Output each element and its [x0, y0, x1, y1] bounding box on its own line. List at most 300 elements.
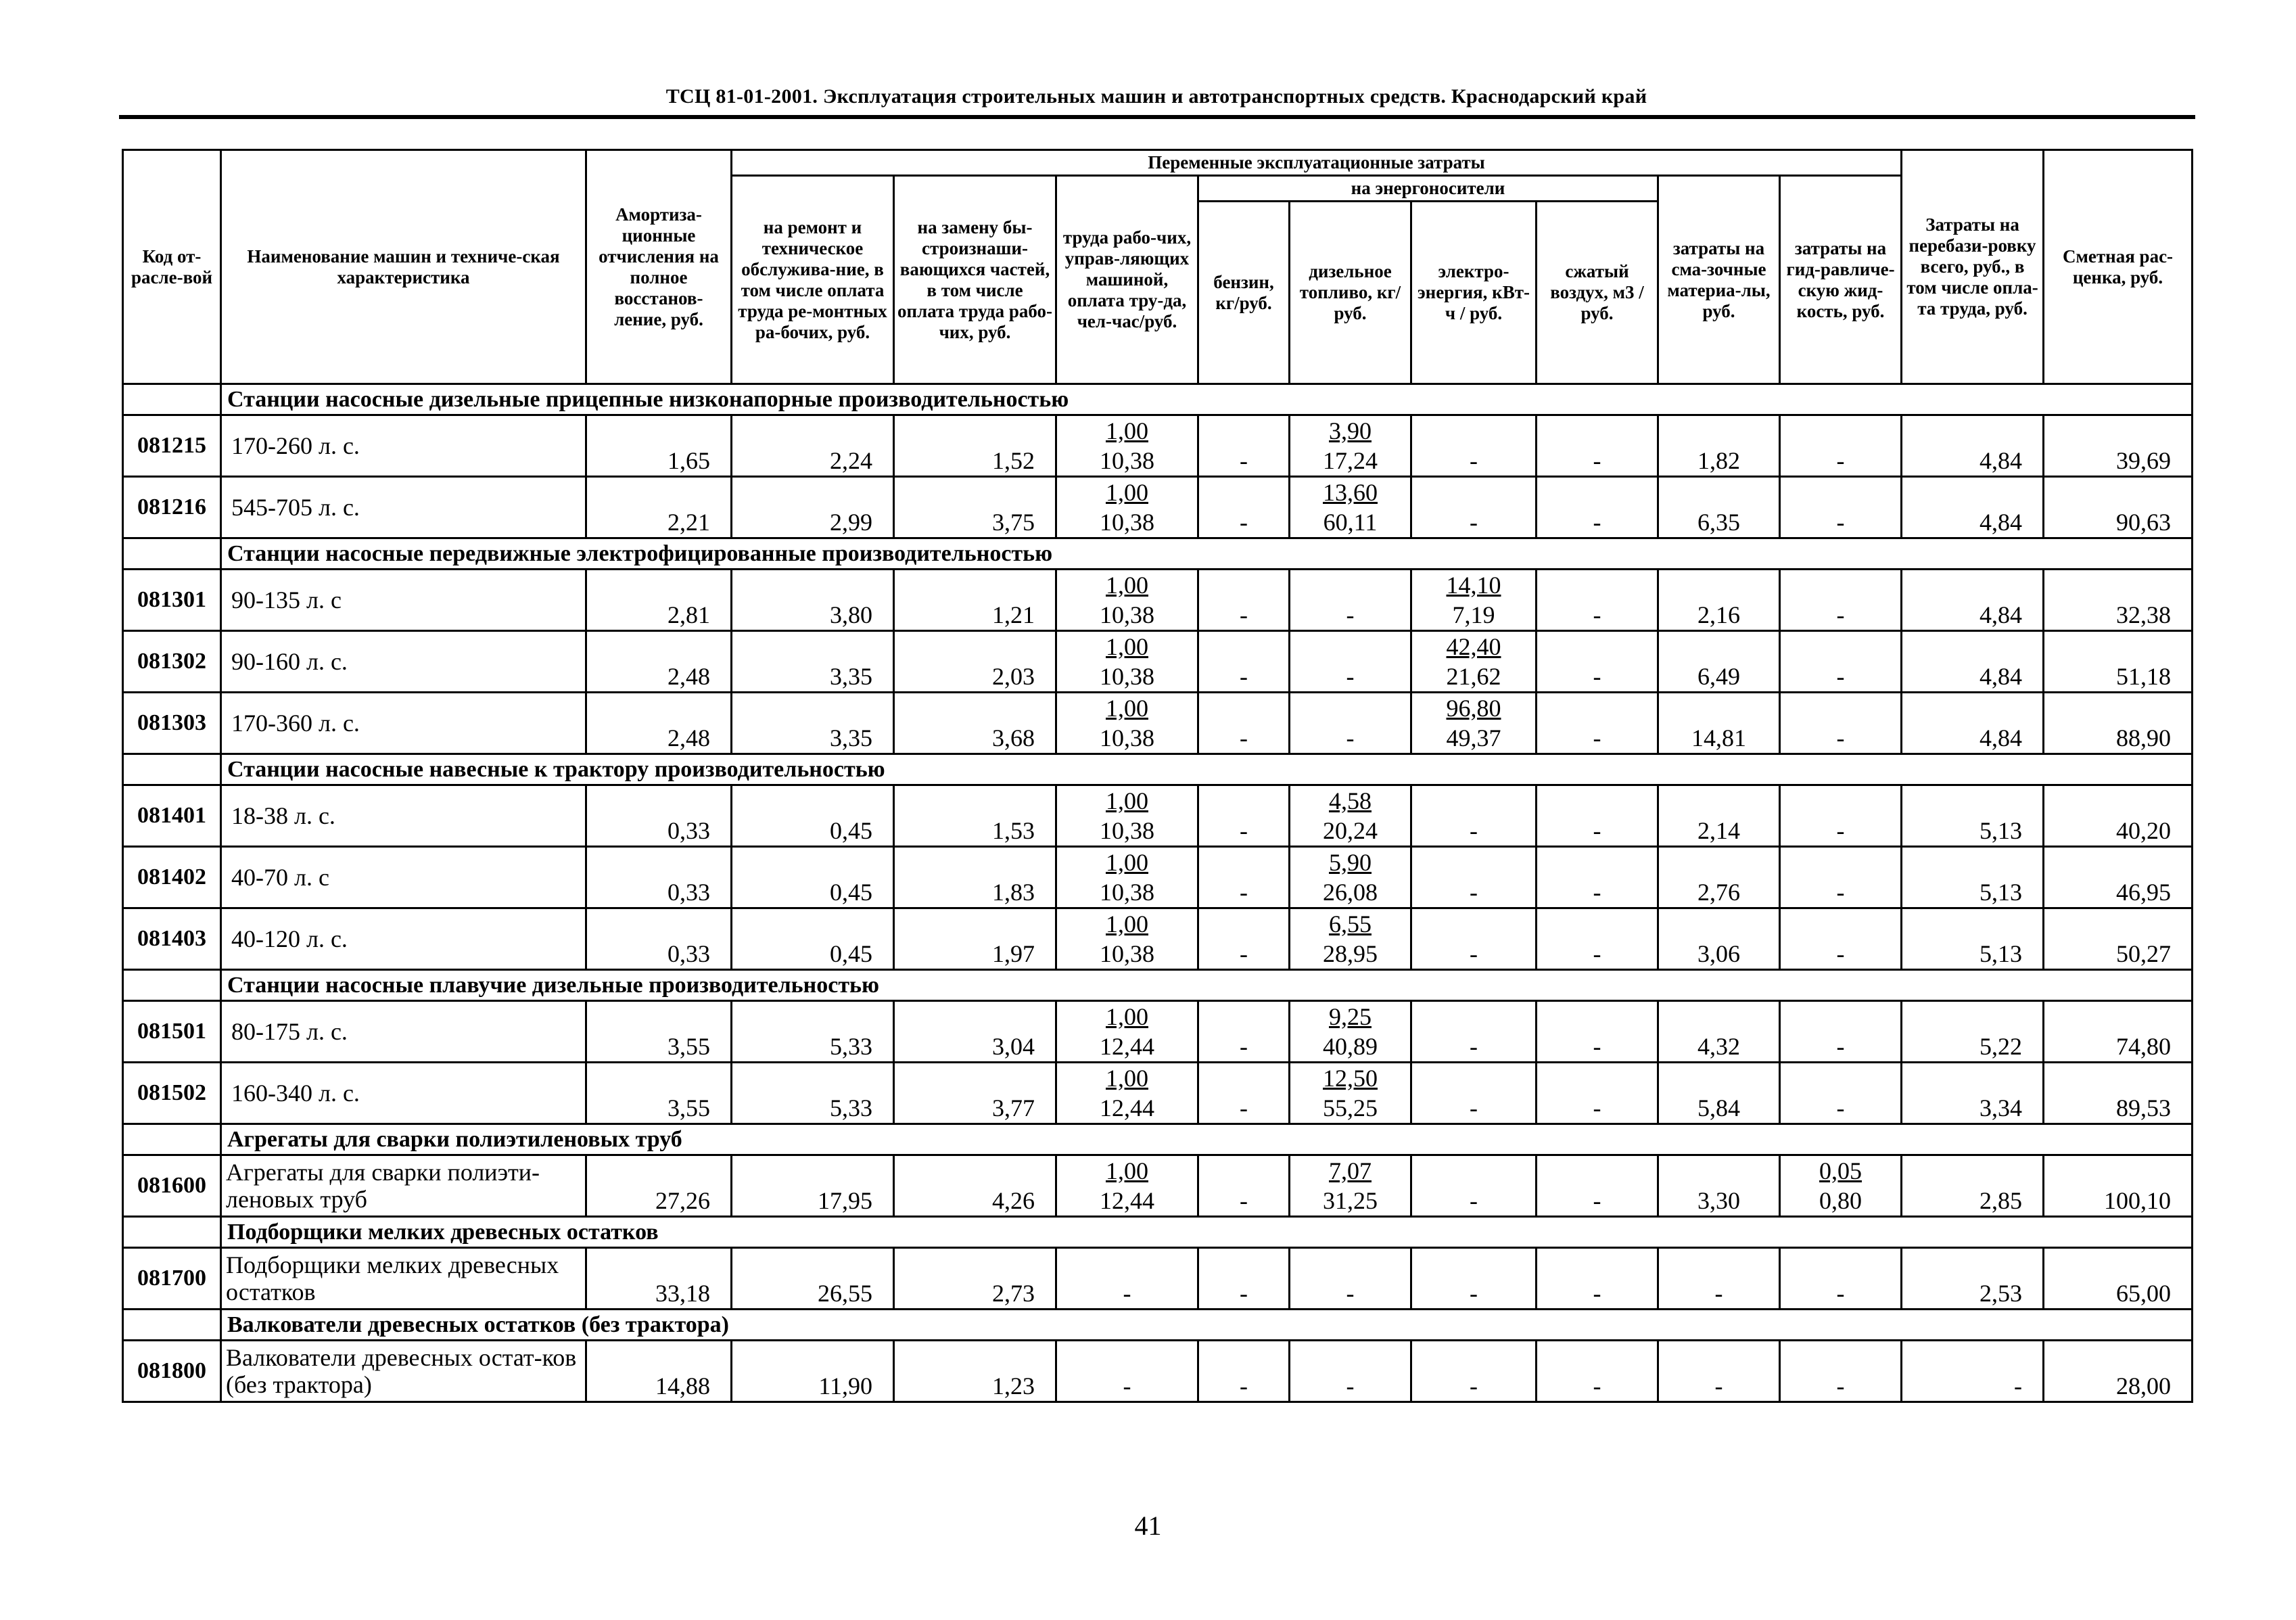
cell-amort: 2,48 — [586, 631, 732, 693]
cell-labor-bottom: 10,38 — [1100, 509, 1154, 536]
row-name: 160-340 л. с. — [221, 1063, 586, 1124]
section-code-cell — [123, 970, 221, 1001]
table-row — [123, 415, 2193, 477]
cell-hydraulic-bottom: - — [1836, 1372, 1845, 1399]
cell-hydraulic-bottom: - — [1836, 817, 1845, 844]
cell-diesel-bottom: 31,25 — [1323, 1187, 1378, 1214]
col-header-air: сжатый воздух, м3 / руб. — [1537, 202, 1658, 384]
cell-repair: 0,45 — [732, 785, 894, 847]
cell-electric-bottom: - — [1470, 1187, 1478, 1214]
row-name: 40-120 л. с. — [221, 908, 586, 970]
cell-diesel — [1290, 1248, 1411, 1310]
cell-labor-bottom: 12,44 — [1100, 1187, 1154, 1214]
cell-electric — [1411, 1341, 1537, 1402]
cell-hydraulic-bottom: - — [1836, 879, 1845, 906]
cell-electric — [1411, 415, 1537, 477]
cell-parts: 3,04 — [894, 1001, 1056, 1063]
cell-diesel — [1290, 1063, 1411, 1124]
cell-diesel — [1290, 477, 1411, 538]
cell-relocation: 5,13 — [1902, 847, 2044, 908]
section-header-row — [123, 1124, 2193, 1155]
cell-relocation: - — [1902, 1341, 2044, 1402]
cell-hydraulic — [1780, 570, 1902, 631]
cell-parts: 1,52 — [894, 415, 1056, 477]
table-row — [123, 908, 2193, 970]
cell-labor-bottom: 10,38 — [1100, 879, 1154, 906]
cell-electric-bottom: - — [1470, 879, 1478, 906]
cell-labor-top: 1,00 — [1106, 695, 1148, 722]
cell-diesel — [1290, 847, 1411, 908]
cell-parts: 1,23 — [894, 1341, 1056, 1402]
cell-repair: 2,99 — [732, 477, 894, 538]
cell-parts: 1,53 — [894, 785, 1056, 847]
cell-repair: 5,33 — [732, 1001, 894, 1063]
cell-air: - — [1537, 693, 1658, 754]
cell-relocation: 5,13 — [1902, 785, 2044, 847]
cell-total: 89,53 — [2044, 1063, 2193, 1124]
cell-labor-top: 1,00 — [1106, 572, 1148, 599]
cell-labor — [1056, 908, 1198, 970]
section-title: Станции насосные передвижные электрофицированные производительностью — [221, 538, 2193, 570]
row-code: 081700 — [123, 1248, 221, 1310]
cell-hydraulic — [1780, 415, 1902, 477]
cell-labor — [1056, 785, 1198, 847]
cell-relocation: 4,84 — [1902, 631, 2044, 693]
section-header-row — [123, 384, 2193, 415]
cell-lube: 4,32 — [1658, 1001, 1780, 1063]
row-name: 80-175 л. с. — [221, 1001, 586, 1063]
section-code-cell — [123, 1310, 221, 1341]
cell-labor — [1056, 1248, 1198, 1310]
cell-repair: 3,80 — [732, 570, 894, 631]
table-row — [123, 1063, 2193, 1124]
cell-electric-bottom: - — [1470, 447, 1478, 474]
cell-labor-bottom: 10,38 — [1100, 447, 1154, 474]
cell-relocation: 4,84 — [1902, 693, 2044, 754]
cell-electric — [1411, 785, 1537, 847]
cell-parts: 2,73 — [894, 1248, 1056, 1310]
cell-amort: 2,21 — [586, 477, 732, 538]
cell-labor — [1056, 631, 1198, 693]
cell-repair: 0,45 — [732, 908, 894, 970]
cell-petrol: - — [1198, 477, 1290, 538]
cell-petrol: - — [1198, 785, 1290, 847]
cell-total: 90,63 — [2044, 477, 2193, 538]
cell-amort: 2,48 — [586, 693, 732, 754]
cell-diesel-top: 13,60 — [1323, 479, 1378, 506]
row-name: 90-135 л. с — [221, 570, 586, 631]
table-row — [123, 631, 2193, 693]
col-header-amort: Амортиза-ционные отчисления на полное восстанов-ление, руб. — [586, 150, 732, 384]
cell-labor-top: 1,00 — [1106, 910, 1148, 938]
row-name: Валкователи древесных остат-ков (без трактора) — [221, 1341, 586, 1402]
cell-air: - — [1537, 477, 1658, 538]
row-name: Подборщики мелких древесных остатков — [221, 1248, 586, 1310]
cell-diesel-top: 5,90 — [1329, 849, 1372, 876]
cell-air: - — [1537, 631, 1658, 693]
cell-air: - — [1537, 1001, 1658, 1063]
cell-petrol: - — [1198, 570, 1290, 631]
cell-parts: 4,26 — [894, 1155, 1056, 1217]
cell-air: - — [1537, 847, 1658, 908]
cell-diesel-bottom: 60,11 — [1323, 509, 1378, 536]
cell-electric-bottom: 49,37 — [1446, 724, 1501, 751]
cell-relocation: 3,34 — [1902, 1063, 2044, 1124]
table-row — [123, 1001, 2193, 1063]
cell-electric-bottom: - — [1470, 817, 1478, 844]
cell-amort: 0,33 — [586, 785, 732, 847]
row-code: 081303 — [123, 693, 221, 754]
cell-labor — [1056, 1341, 1198, 1402]
cell-diesel-top: 7,07 — [1329, 1157, 1372, 1184]
cell-repair: 0,45 — [732, 847, 894, 908]
cell-air: - — [1537, 1341, 1658, 1402]
cell-repair: 3,35 — [732, 631, 894, 693]
row-code: 081800 — [123, 1341, 221, 1402]
table-body — [123, 384, 2193, 1402]
cell-labor-top: 1,00 — [1106, 787, 1148, 814]
cell-repair: 11,90 — [732, 1341, 894, 1402]
cell-electric-bottom: 21,62 — [1446, 663, 1501, 690]
cell-electric-bottom: - — [1470, 1033, 1478, 1060]
cell-hydraulic-bottom: - — [1836, 601, 1845, 628]
cell-electric-bottom: - — [1470, 509, 1478, 536]
row-name: 170-260 л. с. — [221, 415, 586, 477]
cell-lube: 6,35 — [1658, 477, 1780, 538]
cell-parts: 1,97 — [894, 908, 1056, 970]
cell-lube: 14,81 — [1658, 693, 1780, 754]
table-row — [123, 1341, 2193, 1402]
cell-petrol: - — [1198, 693, 1290, 754]
cell-lube: - — [1658, 1248, 1780, 1310]
cell-diesel-top: 9,25 — [1329, 1003, 1372, 1030]
cell-diesel — [1290, 1155, 1411, 1217]
cell-labor-bottom: 12,44 — [1100, 1094, 1154, 1121]
row-code: 081401 — [123, 785, 221, 847]
cell-labor-bottom: 10,38 — [1100, 817, 1154, 844]
cell-labor-top: 1,00 — [1106, 1065, 1148, 1092]
cell-total: 51,18 — [2044, 631, 2193, 693]
cell-diesel — [1290, 1341, 1411, 1402]
row-name: 18-38 л. с. — [221, 785, 586, 847]
cell-lube: 3,30 — [1658, 1155, 1780, 1217]
cell-petrol: - — [1198, 1341, 1290, 1402]
cell-repair: 17,95 — [732, 1155, 894, 1217]
section-header-row — [123, 970, 2193, 1001]
cell-hydraulic — [1780, 847, 1902, 908]
cell-lube: 2,14 — [1658, 785, 1780, 847]
cell-parts: 3,77 — [894, 1063, 1056, 1124]
row-name: 170-360 л. с. — [221, 693, 586, 754]
section-header-row — [123, 538, 2193, 570]
cell-labor-top: 1,00 — [1106, 417, 1148, 444]
cell-amort: 0,33 — [586, 908, 732, 970]
cell-electric — [1411, 908, 1537, 970]
cell-parts: 3,68 — [894, 693, 1056, 754]
col-header-diesel: дизельное топливо, кг/руб. — [1290, 202, 1411, 384]
cell-labor — [1056, 415, 1198, 477]
section-title: Подборщики мелких древесных остатков — [221, 1217, 2193, 1248]
cell-air: - — [1537, 908, 1658, 970]
cell-petrol: - — [1198, 631, 1290, 693]
cell-labor-bottom: - — [1123, 1372, 1131, 1399]
cell-petrol: - — [1198, 1063, 1290, 1124]
cell-total: 88,90 — [2044, 693, 2193, 754]
cell-air: - — [1537, 415, 1658, 477]
row-code: 081600 — [123, 1155, 221, 1217]
cell-labor-bottom: 10,38 — [1100, 724, 1154, 751]
cell-hydraulic — [1780, 1248, 1902, 1310]
cell-labor-bottom: 10,38 — [1100, 663, 1154, 690]
table-row — [123, 847, 2193, 908]
row-code: 081302 — [123, 631, 221, 693]
cell-relocation: 4,84 — [1902, 570, 2044, 631]
cell-lube: 1,82 — [1658, 415, 1780, 477]
cell-hydraulic-top: 0,05 — [1819, 1157, 1862, 1184]
cell-repair: 26,55 — [732, 1248, 894, 1310]
cell-diesel-bottom: 40,89 — [1323, 1033, 1378, 1060]
cell-air: - — [1537, 1155, 1658, 1217]
col-header-energy-group: на энергоносители — [1198, 176, 1658, 202]
cell-relocation: 4,84 — [1902, 477, 2044, 538]
row-code: 081501 — [123, 1001, 221, 1063]
cell-hydraulic-bottom: - — [1836, 663, 1845, 690]
cell-petrol: - — [1198, 1248, 1290, 1310]
cell-electric-top: 42,40 — [1446, 633, 1501, 660]
cell-parts: 3,75 — [894, 477, 1056, 538]
cell-diesel-top: 12,50 — [1323, 1065, 1378, 1092]
cell-hydraulic-bottom: - — [1836, 940, 1845, 967]
cell-lube: - — [1658, 1341, 1780, 1402]
cell-amort: 0,33 — [586, 847, 732, 908]
cell-labor — [1056, 570, 1198, 631]
cell-diesel-bottom: 26,08 — [1323, 879, 1378, 906]
section-code-cell — [123, 1124, 221, 1155]
cell-electric — [1411, 693, 1537, 754]
section-code-cell — [123, 538, 221, 570]
col-header-variable-group: Переменные эксплуатационные затраты — [732, 150, 1902, 176]
cell-hydraulic — [1780, 693, 1902, 754]
cell-diesel-bottom: 20,24 — [1323, 817, 1378, 844]
cell-labor-bottom: 10,38 — [1100, 601, 1154, 628]
cell-amort: 1,65 — [586, 415, 732, 477]
cell-air: - — [1537, 570, 1658, 631]
row-code: 081301 — [123, 570, 221, 631]
row-name: 545-705 л. с. — [221, 477, 586, 538]
cell-diesel-bottom: - — [1346, 601, 1355, 628]
cell-repair: 5,33 — [732, 1063, 894, 1124]
cell-labor-top: 1,00 — [1106, 1003, 1148, 1030]
cell-lube: 5,84 — [1658, 1063, 1780, 1124]
row-name: 40-70 л. с — [221, 847, 586, 908]
row-name: Агрегаты для сварки полиэти-леновых труб — [221, 1155, 586, 1217]
col-header-parts: на замену бы-строизнаши-вающихся частей, в том числе оплата труда рабо-чих, руб. — [894, 176, 1056, 384]
cell-diesel — [1290, 631, 1411, 693]
cell-electric-bottom: - — [1470, 1372, 1478, 1399]
cell-relocation: 2,85 — [1902, 1155, 2044, 1217]
cell-total: 50,27 — [2044, 908, 2193, 970]
cell-lube: 2,76 — [1658, 847, 1780, 908]
cell-labor-bottom: - — [1123, 1280, 1131, 1307]
cell-hydraulic-bottom: - — [1836, 1033, 1845, 1060]
cell-amort: 14,88 — [586, 1341, 732, 1402]
cell-total: 65,00 — [2044, 1248, 2193, 1310]
cell-electric — [1411, 1155, 1537, 1217]
cell-labor-bottom: 10,38 — [1100, 940, 1154, 967]
section-title: Агрегаты для сварки полиэтиленовых труб — [221, 1124, 2193, 1155]
cell-labor-top: 1,00 — [1106, 633, 1148, 660]
cell-amort: 27,26 — [586, 1155, 732, 1217]
col-header-repair: на ремонт и техническое обслужива-ние, в том числе оплата труда ре-монтных ра-бочих, руб. — [732, 176, 894, 384]
cell-diesel-bottom: 17,24 — [1323, 447, 1378, 474]
table-row — [123, 477, 2193, 538]
col-header-lube: затраты на сма-зочные материа-лы, руб. — [1658, 176, 1780, 384]
section-header-row — [123, 1310, 2193, 1341]
cell-diesel — [1290, 570, 1411, 631]
cell-hydraulic — [1780, 785, 1902, 847]
cell-hydraulic-bottom: - — [1836, 447, 1845, 474]
table-row — [123, 785, 2193, 847]
section-title: Станции насосные плавучие дизельные производительностью — [221, 970, 2193, 1001]
cell-hydraulic-bottom: - — [1836, 1280, 1845, 1307]
cell-amort: 33,18 — [586, 1248, 732, 1310]
cell-total: 100,10 — [2044, 1155, 2193, 1217]
cell-lube: 2,16 — [1658, 570, 1780, 631]
section-header-row — [123, 754, 2193, 785]
cell-air: - — [1537, 1063, 1658, 1124]
cell-relocation: 5,22 — [1902, 1001, 2044, 1063]
cell-labor — [1056, 1063, 1198, 1124]
cell-hydraulic-bottom: - — [1836, 724, 1845, 751]
cell-air: - — [1537, 1248, 1658, 1310]
cell-relocation: 4,84 — [1902, 415, 2044, 477]
cell-hydraulic — [1780, 1155, 1902, 1217]
col-header-name: Наименование машин и техниче-ская характеристика — [221, 150, 586, 384]
cell-hydraulic-bottom: - — [1836, 1094, 1845, 1121]
cell-hydraulic — [1780, 908, 1902, 970]
cell-labor — [1056, 1001, 1198, 1063]
cell-hydraulic — [1780, 1341, 1902, 1402]
row-code: 081502 — [123, 1063, 221, 1124]
cell-electric — [1411, 631, 1537, 693]
col-header-code: Код от-расле-вой — [123, 150, 221, 384]
cell-hydraulic — [1780, 1063, 1902, 1124]
cell-diesel-bottom: 28,95 — [1323, 940, 1378, 967]
cell-amort: 3,55 — [586, 1063, 732, 1124]
cell-electric — [1411, 1248, 1537, 1310]
section-title: Станции насосные дизельные прицепные низконапорные производительностью — [221, 384, 2193, 415]
section-code-cell — [123, 384, 221, 415]
cell-electric-bottom: - — [1470, 940, 1478, 967]
cell-diesel — [1290, 1001, 1411, 1063]
cell-lube: 6,49 — [1658, 631, 1780, 693]
cell-hydraulic — [1780, 477, 1902, 538]
section-title: Валкователи древесных остатков (без трактора) — [221, 1310, 2193, 1341]
row-code: 081402 — [123, 847, 221, 908]
cell-petrol: - — [1198, 1001, 1290, 1063]
section-code-cell — [123, 754, 221, 785]
cell-relocation: 2,53 — [1902, 1248, 2044, 1310]
col-header-hydraulic: затраты на гид-равличе-скую жид-кость, руб. — [1780, 176, 1902, 384]
cell-labor — [1056, 693, 1198, 754]
cell-total: 32,38 — [2044, 570, 2193, 631]
section-code-cell — [123, 1217, 221, 1248]
cell-diesel-bottom: - — [1346, 1280, 1355, 1307]
cell-hydraulic-bottom: 0,80 — [1819, 1187, 1862, 1214]
cell-diesel-bottom: 55,25 — [1323, 1094, 1378, 1121]
page-number: 41 — [1134, 1510, 1162, 1541]
cell-total: 28,00 — [2044, 1341, 2193, 1402]
cell-amort: 2,81 — [586, 570, 732, 631]
cell-labor-bottom: 12,44 — [1100, 1033, 1154, 1060]
cell-hydraulic — [1780, 631, 1902, 693]
cell-electric-top: 96,80 — [1446, 695, 1501, 722]
cell-hydraulic — [1780, 1001, 1902, 1063]
cell-petrol: - — [1198, 908, 1290, 970]
cell-total: 74,80 — [2044, 1001, 2193, 1063]
table-row — [123, 570, 2193, 631]
cell-electric — [1411, 1063, 1537, 1124]
col-header-labor: труда рабо-чих, управ-ляющих машиной, оплата тру-да, чел-час/руб. — [1056, 176, 1198, 384]
cell-repair: 3,35 — [732, 693, 894, 754]
cell-relocation: 5,13 — [1902, 908, 2044, 970]
rates-table — [122, 149, 2193, 1403]
cell-petrol: - — [1198, 415, 1290, 477]
cell-total: 40,20 — [2044, 785, 2193, 847]
cell-total: 46,95 — [2044, 847, 2193, 908]
cell-electric-top: 14,10 — [1446, 572, 1501, 599]
cell-labor-top: 1,00 — [1106, 1157, 1148, 1184]
col-header-petrol: бензин, кг/руб. — [1198, 202, 1290, 384]
title-rule — [119, 115, 2195, 119]
cell-labor — [1056, 1155, 1198, 1217]
table-row — [123, 1248, 2193, 1310]
cell-diesel-bottom: - — [1346, 663, 1355, 690]
cell-petrol: - — [1198, 1155, 1290, 1217]
row-code: 081216 — [123, 477, 221, 538]
cell-diesel — [1290, 415, 1411, 477]
cell-electric-bottom: 7,19 — [1452, 601, 1495, 628]
cell-hydraulic-bottom: - — [1836, 509, 1845, 536]
cell-air: - — [1537, 785, 1658, 847]
cell-parts: 2,03 — [894, 631, 1056, 693]
cell-diesel — [1290, 908, 1411, 970]
cell-electric — [1411, 477, 1537, 538]
document-title: ТСЦ 81-01-2001. Эксплуатация строительных машин и автотранспортных средств. Краснодарский край — [665, 85, 1647, 108]
cell-lube: 3,06 — [1658, 908, 1780, 970]
row-code: 081403 — [123, 908, 221, 970]
section-title: Станции насосные навесные к трактору производительностью — [221, 754, 2193, 785]
cell-electric — [1411, 1001, 1537, 1063]
cell-amort: 3,55 — [586, 1001, 732, 1063]
cell-labor — [1056, 477, 1198, 538]
cell-diesel — [1290, 785, 1411, 847]
col-header-total: Сметная рас-ценка, руб. — [2044, 150, 2193, 384]
section-header-row — [123, 1217, 2193, 1248]
cell-labor-top: 1,00 — [1106, 479, 1148, 506]
row-code: 081215 — [123, 415, 221, 477]
cell-repair: 2,24 — [732, 415, 894, 477]
row-name: 90-160 л. с. — [221, 631, 586, 693]
cell-diesel-top: 6,55 — [1329, 910, 1372, 938]
cell-parts: 1,21 — [894, 570, 1056, 631]
cell-diesel-bottom: - — [1346, 1372, 1355, 1399]
cell-total: 39,69 — [2044, 415, 2193, 477]
cell-labor-top: 1,00 — [1106, 849, 1148, 876]
table-row — [123, 693, 2193, 754]
cell-diesel-top: 4,58 — [1329, 787, 1372, 814]
cell-electric-bottom: - — [1470, 1094, 1478, 1121]
